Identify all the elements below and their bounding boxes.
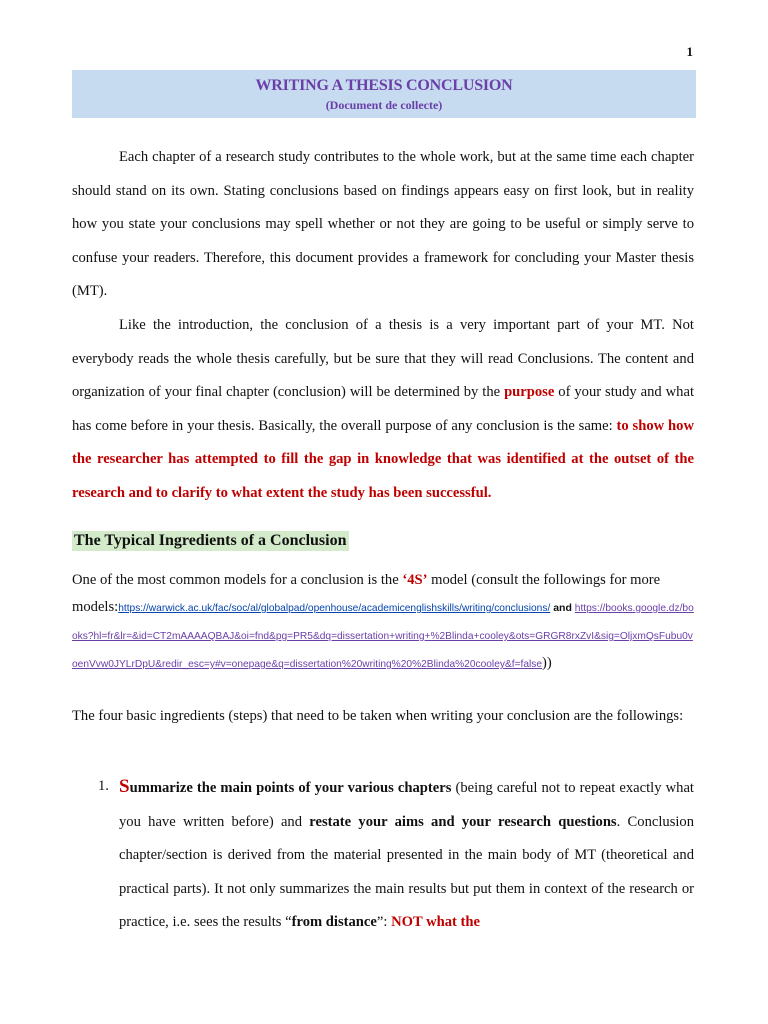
purpose-statement: to show how the researcher has attempted to fill the gap in knowledge that was identified at the outset of the research and to clarify to what extent the study has been successful.: [72, 417, 694, 501]
list-text-c: ”:: [376, 914, 392, 930]
models-text-a: One of the most common models for a conclusion is the: [72, 572, 403, 588]
models-paragraph: [72, 567, 698, 678]
models-text-b: model (consult the followings for more models:: [72, 572, 661, 615]
intro-paragraph: Each chapter of a research study contributes to the whole work, but at the same time each chapter should stand on its own. Stating conclusions based on findings appears easy on first look, but in reality how you state your conclusions may spell whether or not they are going to be useful or simply serve to confuse your readers. Therefore, this document provides a framework for concluding your Master thesis (MT).: [72, 149, 694, 299]
big-letter: S: [119, 776, 130, 797]
list-text-a: (being careful not to repeat exactly what you have written before) and: [119, 780, 694, 830]
models-close: )): [542, 655, 552, 671]
page-number: 1: [686, 44, 693, 59]
purpose-paragraph: [72, 309, 694, 510]
google-books-link[interactable]: https://books.google.dz/books?hl=fr&lr=&id=CT2mAAAAQBAJ&oi=fnd&pg=PR5&dq=dissertation+writing+%2Blinda+cooley&ots=GRGR8rxZvI&sig=OljxmQsFubu0voenVvw0JYLrDpU&redir_esc=y#v=onepage&q=dissertation%20writing%20%2Blinda%20cooley&f=false: [72, 603, 694, 670]
list-red-text: NOT what the: [391, 914, 481, 930]
title-banner: [72, 70, 696, 118]
document-subtitle: (Document de collecte): [325, 98, 443, 112]
document-title: WRITING A THESIS CONCLUSION: [255, 77, 513, 94]
list-text-b: . Conclusion chapter/section is derived from the material presented in the main body of MT (theoretical and practical parts). It not only summarizes the main results but put them in context of the research or practice, i.e. sees the results “: [119, 813, 695, 930]
model-name: ‘4S’: [402, 572, 428, 588]
list-bold-a: ummarize the main points of your various chapters: [129, 780, 452, 796]
purpose-text-a: Like the introduction, the conclusion of a thesis is a very important part of your MT. Not everybody reads the whole thesis carefully, but be sure that they will read Conclusions. The content and organization of your final chapter (conclusion) will be determined by the: [72, 317, 694, 400]
section-heading: The Typical Ingredients of a Conclusion: [74, 532, 347, 549]
list-item: [119, 770, 694, 940]
warwick-link[interactable]: https://warwick.ac.uk/fac/soc/al/globalpad/openhouse/academicenglishskills/writing/conclusions/: [118, 603, 551, 614]
purpose-text-b: of your study and what has come before in your thesis. Basically, the overall purpose of any conclusion is the same:: [72, 384, 694, 434]
list-bold-b: restate your aims and your research questions: [309, 813, 617, 830]
purpose-keyword: purpose: [504, 384, 555, 400]
four-ingredients-paragraph: The four basic ingredients (steps) that need to be taken when writing your conclusion are the followings:: [72, 708, 684, 724]
list-bold-c: from distance: [291, 914, 377, 930]
list-number: 1.: [98, 778, 109, 794]
and-connector: and: [550, 602, 575, 614]
